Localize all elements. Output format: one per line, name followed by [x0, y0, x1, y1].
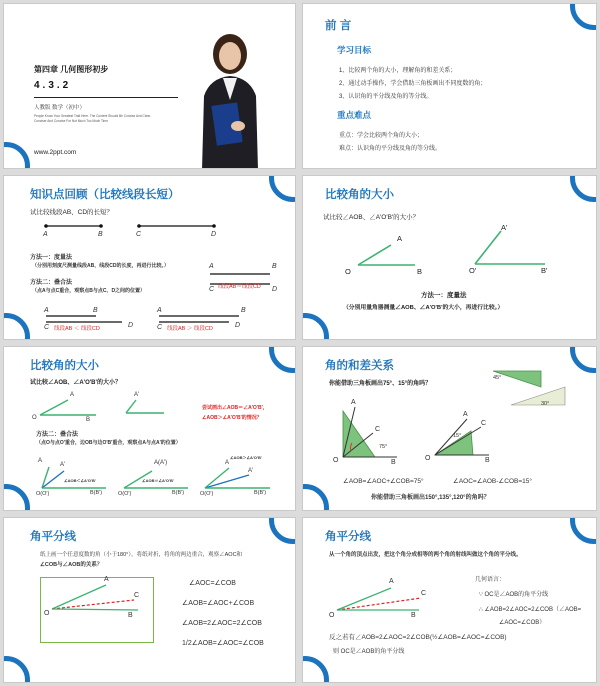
point-label: B(B')	[172, 490, 185, 496]
site-url[interactable]: www.2ppt.com	[34, 149, 77, 156]
point-label: B	[98, 231, 103, 238]
vertex-label: O	[333, 457, 339, 464]
point-label: B	[93, 307, 98, 314]
prompt: 试比较∠AOB、∠A'O'B'的大小？	[30, 380, 121, 386]
greater-note: 线段AB ＞ 线段CD	[167, 326, 213, 332]
proof-line: ∠AOC=∠COB）	[499, 620, 546, 626]
prompt: 你能借助三角板画出75°、15°的角吗？	[329, 381, 432, 387]
prompt-line: ∠COB与∠AOB的关系？	[40, 562, 103, 568]
point-label: B	[272, 263, 277, 270]
point-label: C	[375, 426, 381, 433]
key-point: 重点：学会比较两个角的大小；	[339, 133, 424, 139]
method-one-desc: （分别用量角器测量∠AOB、∠A'O'B'的大小，再进行比较。）	[343, 305, 504, 311]
method-two: 方法二：叠合法	[30, 280, 73, 286]
vertex-label: O(O')	[118, 491, 132, 497]
relation: ∠AOB=∠AOC+∠COB	[182, 600, 255, 607]
prompt: 试比较∠AOB、∠A'O'B'的大小？	[323, 214, 420, 221]
vertex-label: O	[32, 415, 37, 421]
slide-angle-bisector-definition[interactable]	[302, 517, 597, 683]
less-note: 线段AB ＜ 线段CD	[54, 326, 100, 332]
angle-label: 45°	[493, 375, 502, 381]
goal-heading: 学习目标	[337, 45, 372, 55]
converse-line: 则 OC是∠AOB的角平分线	[333, 649, 405, 655]
point-label: D	[128, 322, 134, 329]
slide-angle-sum-difference[interactable]	[302, 346, 597, 511]
point-label: D	[211, 231, 217, 238]
angle-label: 30°	[541, 401, 550, 407]
angle-diagram	[303, 176, 597, 340]
chapter-title: 第四章 几何图形初步	[34, 65, 109, 74]
point-label: B	[411, 612, 416, 619]
slide-title: 比较角的大小	[325, 189, 394, 201]
relation-label: ∠AOB＞∠A'O'B'	[230, 455, 262, 460]
point-label: A(A')	[154, 460, 168, 466]
point-label: C	[134, 592, 140, 599]
relation: ∠AOC=∠COB	[189, 580, 236, 587]
point-label: A	[351, 399, 356, 406]
prompt-line: 纸上画一个任意度数的角（小于180°），将纸对折，将角的两边重合，观察∠AOC和	[40, 552, 243, 558]
slide-title: 角平分线	[325, 531, 371, 543]
point-label: A	[70, 392, 75, 398]
vertex-label: O'	[469, 266, 477, 275]
vertex-label: O(O')	[36, 491, 50, 497]
method-one: 方法一：度量法	[30, 255, 73, 261]
method-two-desc: （点O与点O'重合，边OB与边O'B'重合，观察点A与点A'的位置）	[36, 440, 181, 446]
point-label: D	[235, 322, 241, 329]
slide-preface[interactable]	[302, 3, 597, 169]
decor-arc	[570, 3, 597, 30]
method-one-desc: （分别用刻度尺测量线段AB、线段CD的长度，再进行比较。）	[32, 263, 169, 269]
slide-title: 前 言	[325, 20, 352, 32]
point-label: B	[391, 459, 396, 466]
slide-title: 比较角的大小	[30, 360, 99, 372]
point-label: C	[209, 286, 215, 293]
vertex-label: O(O')	[200, 491, 214, 497]
equation: ∠AOB=∠AOC+∠COB=75°	[343, 478, 424, 485]
hard-point: 难点：认识角的平分线及角的等分线。	[339, 146, 442, 152]
point-label: A'	[134, 392, 140, 398]
point-label: B'	[541, 266, 548, 275]
point-label: C	[157, 324, 163, 331]
divider	[34, 97, 178, 98]
point-label: B	[86, 417, 91, 423]
section-number: 4.3.2	[34, 80, 72, 91]
point-label: A	[43, 231, 48, 238]
angle-label: 75°	[379, 444, 388, 450]
converse-line: 反之若有∠AOB=2∠AOC=2∠COB(½∠AOB=∠AOC=∠COB)	[329, 634, 507, 641]
vertex-label: O	[345, 267, 351, 276]
slide-segment-review[interactable]	[3, 175, 296, 340]
point-label: A'	[248, 468, 254, 474]
point-label: B(B')	[254, 490, 267, 496]
point-label: A	[104, 576, 109, 583]
point-label: A	[38, 458, 43, 464]
point-label: B	[128, 612, 133, 619]
point-label: C	[136, 231, 142, 238]
method-one: 方法一：度量法	[421, 292, 467, 299]
slide-cover[interactable]	[3, 3, 296, 169]
relation: ∠AOB=2∠AOC=2∠COB	[182, 620, 262, 627]
vertex-label: O	[329, 612, 335, 619]
point-label: A	[209, 263, 214, 270]
point-label: B	[417, 267, 423, 276]
equal-note: 线段AB＝线段CD	[218, 284, 261, 290]
relation: 1/2∠AOB=∠AOC=∠COB	[182, 640, 264, 647]
bisector-diagram	[303, 518, 597, 683]
publisher: 人教版 数学（初中）	[34, 105, 86, 111]
slide-angle-bisector-fold[interactable]	[3, 517, 296, 683]
point-label: A	[157, 307, 162, 314]
hint-line: ∠AOB＞∠A'O'B'的情况？	[202, 415, 262, 421]
point-label: A	[463, 411, 468, 418]
presenter-photo	[190, 26, 270, 169]
method-two-desc: （点A与点C重合，观察点B与点C、D之间的位置）	[32, 288, 146, 294]
relation-label: ∠AOB＜∠A'O'B'	[64, 478, 96, 483]
point-label: C	[481, 420, 487, 427]
tagline: Conciser And Concise For Not Much Too Much Time	[34, 119, 108, 123]
triangle-ruler-diagram	[303, 347, 597, 511]
point-label: A	[44, 307, 49, 314]
method-two: 方法二：叠合法	[36, 432, 79, 438]
goal-item: 3、认识角的平分线及角的等分线。	[339, 94, 433, 100]
slide-title: 知识点回顾（比较线段长短）	[30, 189, 180, 201]
point-label: A	[397, 234, 403, 243]
definition: 从一个角的顶点出发，把这个角分成相等的两个角的射线叫做这个角的平分线。	[329, 552, 522, 558]
slide-compare-angles-1[interactable]	[302, 175, 597, 340]
point-label: C	[44, 324, 50, 331]
proof-line: ∵ OC是∠AOB的角平分线	[479, 592, 549, 598]
point-label: A'	[60, 462, 66, 468]
prompt: 试比较线段AB、CD的长短？	[30, 209, 114, 216]
slide-title: 角的和差关系	[325, 360, 394, 372]
focus-heading: 重点难点	[337, 110, 372, 120]
angle-label: 15°	[453, 433, 462, 439]
slide-compare-angles-2[interactable]	[3, 346, 296, 511]
hint-line: 尝试画出∠AOB＝∠A'O'B'，	[202, 405, 268, 411]
point-label: A'	[501, 223, 508, 232]
relation-label: ∠AOB＝∠A'O'B'	[142, 478, 174, 483]
slide-title: 角平分线	[30, 531, 76, 543]
point-label: A	[389, 578, 394, 585]
vertex-label: O	[425, 455, 431, 462]
vertex-label: O	[44, 610, 50, 617]
point-label: C	[421, 590, 427, 597]
equation: ∠AOC=∠AOB-∠COB=15°	[453, 478, 532, 485]
point-label: B	[485, 457, 490, 464]
goal-item: 1、比较两个角的大小，理解角的和差关系；	[339, 68, 457, 74]
tagline: People Know Your Greatest Trait Here. The Content Should Be Concise And Clear.	[34, 114, 151, 118]
point-label: A	[225, 460, 230, 466]
point-label: B	[241, 307, 246, 314]
point-label: D	[272, 286, 278, 293]
proof-line: 几何语言：	[475, 577, 506, 583]
goal-item: 2、通过动手操作，学会借助三角板画出不同度数的角；	[339, 81, 487, 87]
question: 你能借助三角板画出150°,135°,120°的角吗？	[371, 495, 490, 501]
decor-arc	[3, 142, 30, 169]
proof-line: ∴ ∠AOB=2∠AOC=2∠COB（∠AOB=	[479, 607, 582, 613]
point-label: B(B')	[90, 490, 103, 496]
